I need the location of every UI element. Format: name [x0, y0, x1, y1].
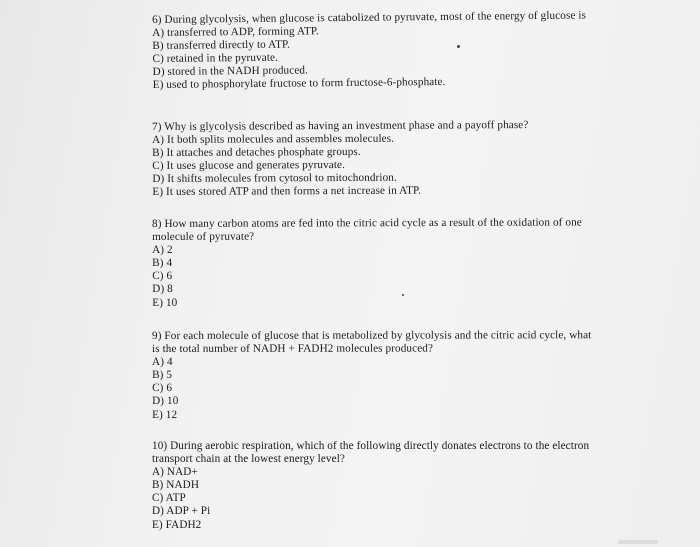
question-stem-line-1: 9) For each molecule of glucose that is metabolized by glycolysis and the citric acid cycle, what: [152, 329, 592, 342]
question-stem-line-2: molecule of pyruvate?: [152, 230, 255, 244]
answer-option-d: D) ADP + Pi: [152, 505, 211, 518]
question-stem-line-2: is the total number of NADH + FADH2 molecules produced?: [152, 342, 434, 356]
question-stem-line-1: 8) How many carbon atoms are fed into the citric acid cycle as a result of the oxidation of one: [152, 216, 582, 230]
question-8: [152, 216, 582, 309]
answer-option-b: B) transferred directly to ATP.: [152, 38, 291, 53]
answer-option-c: C) It uses glucose and generates pyruvate.: [152, 159, 346, 173]
answer-option-e: E) used to phosphorylate fructose to form fructose-6-phosphate.: [152, 76, 446, 92]
page-edge-shadow: [618, 540, 658, 544]
question-7: [152, 119, 529, 200]
answer-option-c: C) 6: [152, 382, 173, 395]
answer-option-e: E) FADH2: [152, 518, 202, 531]
answer-option-e: E) 10: [152, 296, 178, 309]
stray-mark: [402, 294, 404, 296]
answer-option-b: B) 4: [152, 257, 173, 270]
question-10: [152, 440, 589, 532]
answer-option-a: A) 4: [152, 356, 173, 369]
answer-option-c: C) ATP: [152, 492, 186, 505]
answer-option-d: D) stored in the NADH produced.: [152, 64, 309, 79]
answer-option-a: A) 2: [152, 244, 173, 257]
answer-option-c: C) 6: [152, 270, 173, 283]
answer-option-d: D) 8: [152, 283, 173, 296]
answer-option-a: A) NAD+: [152, 466, 198, 479]
answer-option-d: D) 10: [152, 395, 179, 408]
question-9: [152, 329, 592, 421]
question-stem: 6) During glycolysis, when glucose is catabolized to pyruvate, most of the energy of glucose is: [152, 9, 587, 26]
question-stem-line-1: 10) During aerobic respiration, which of the following directly donates electrons to the electron: [152, 440, 590, 452]
question-stem: 7) Why is glycolysis described as having an investment phase and a payoff phase?: [152, 119, 529, 133]
answer-option-b: B) 5: [152, 369, 173, 382]
answer-option-c: C) retained in the pyruvate.: [152, 51, 279, 66]
answer-option-e: E) 12: [152, 408, 178, 421]
question-6: [152, 9, 587, 92]
answer-option-d: D) It shifts molecules from cytosol to mitochondrion.: [152, 172, 397, 186]
stray-mark: [457, 45, 460, 48]
answer-option-a: A) It both splits molecules and assembles molecules.: [152, 132, 395, 147]
question-stem-line-2: transport chain at the lowest energy level?: [152, 453, 345, 466]
answer-option-a: A) transferred to ADP, forming ATP.: [152, 25, 319, 40]
answer-option-b: B) NADH: [152, 479, 200, 492]
answer-option-b: B) It attaches and detaches phosphate groups.: [152, 146, 361, 160]
answer-option-e: E) It uses stored ATP and then forms a net increase in ATP.: [152, 185, 422, 199]
